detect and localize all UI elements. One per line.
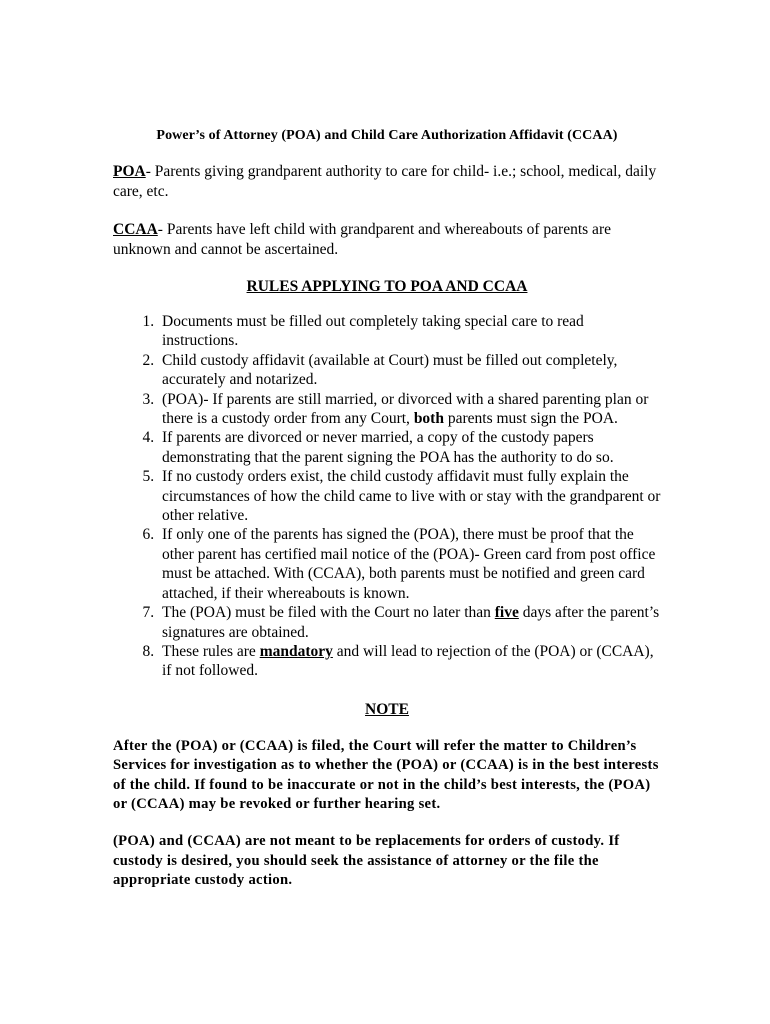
definition-term-ccaa: CCAA [113, 221, 158, 238]
rule-item-1 [158, 312, 661, 351]
rule-text-8-c: and will lead to rejection of the (POA) or (CCAA), if not followed. [162, 642, 654, 680]
rules-list [113, 312, 661, 681]
rule-text-7-c: days after the parent’s signatures are obtained. [162, 604, 660, 641]
definition-text-poa: - Parents giving grandparent authority to care for child- i.e.; school, medical, daily care, etc. [113, 163, 657, 200]
note-paragraph-1: After the (POA) or (CCAA) is filed, the Court will refer the matter to Children’s Services for investigation as to whether the (POA) or (CCAA) is in the best interests of the child. If found to be inaccurate or not in the child’s best interests, the (POA) or (CCAA) may be revoked or further hearing set. [113, 737, 659, 812]
note-heading: NOTE [365, 700, 409, 718]
rule-text-8-a: These rules are [162, 642, 260, 660]
definition-term-poa: POA [113, 163, 146, 180]
rule-emphasis-five: five [494, 604, 519, 622]
rule-text-3-a: (POA)- If parents are still married, or divorced with a shared parenting plan or there is a custody order from any Court, [162, 390, 649, 428]
document-page [113, 128, 661, 909]
rule-emphasis-mandatory: mandatory [259, 642, 333, 660]
rules-heading: RULES APPLYING TO POA AND CCAA [246, 278, 528, 295]
document-title: Power’s of Attorney (POA) and Child Care Authorization Affidavit (CCAA) [156, 128, 618, 143]
rule-text-3-c: parents must sign the POA. [443, 410, 618, 428]
rule-text-5: If no custody orders exist, the child custody affidavit must fully explain the circumstances of how the child came to live with or stay with the grandparent or other relative. [162, 468, 661, 525]
rule-text-2: Child custody affidavit (available at Court) must be filled out completely, accurately and notarized. [162, 351, 618, 389]
definition-poa [113, 162, 661, 202]
rule-text-6: If only one of the parents has signed the (POA), there must be proof that the other parent has certified mail notice of the (POA)- Green card from post office must be attached. With (CCAA), both parents must be notified and green card attached, if their whereabouts is known. [162, 526, 656, 602]
note-paragraph-2: (POA) and (CCAA) are not meant to be replacements for orders of custody. If custody is desired, you should seek the assistance of attorney or the file the appropriate custody action. [113, 833, 620, 889]
rule-item-2 [158, 351, 661, 390]
definition-ccaa [113, 220, 661, 260]
rule-text-7-a: The (POA) must be filed with the Court no later than [162, 604, 495, 622]
rule-item-8 [158, 642, 661, 681]
rule-item-6 [158, 525, 661, 603]
rule-text-4: If parents are divorced or never married, a copy of the custody papers demonstrating that the parent signing the POA has the authority to do so. [162, 429, 614, 466]
rule-emphasis-both: both [413, 410, 444, 428]
rule-item-3 [158, 390, 661, 429]
rule-item-7 [158, 603, 661, 642]
rule-item-5 [158, 467, 661, 525]
rule-text-1: Documents must be filled out completely taking special care to read instructions. [162, 313, 584, 350]
rule-item-4 [158, 428, 661, 467]
definition-text-ccaa: - Parents have left child with grandparent and whereabouts of parents are unknown and cannot be ascertained. [113, 221, 611, 258]
